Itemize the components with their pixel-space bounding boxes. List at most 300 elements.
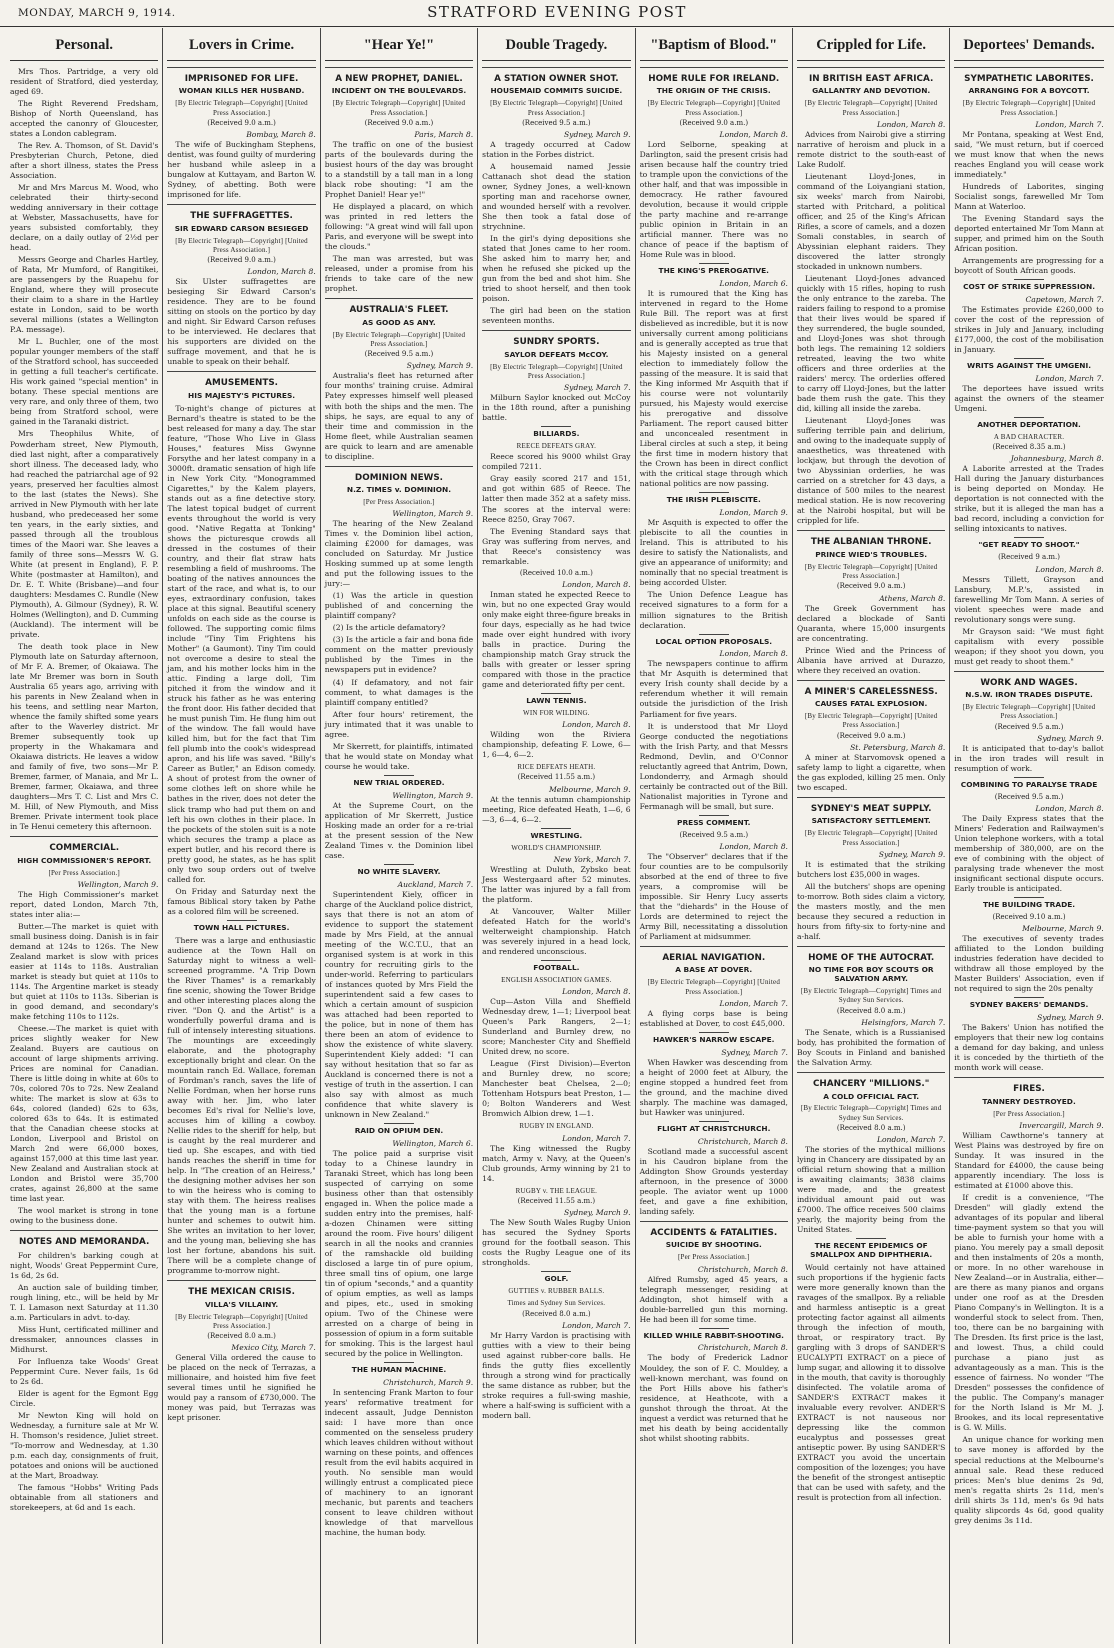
article [10, 67, 158, 832]
dateline: London, March 8. [562, 579, 631, 589]
section-divider [954, 1077, 1103, 1078]
section-divider [482, 330, 630, 331]
article-heading: A NEW PROPHET, DANIEL. [335, 73, 463, 84]
article-divider [699, 1032, 729, 1033]
received-time: (Received 9.0 a.m.) [836, 731, 906, 740]
article-body [482, 795, 630, 825]
article [482, 1122, 630, 1183]
article [325, 1123, 473, 1359]
paragraph: The death took place in New Plymouth late on Saturday afternoon, of Mr F. A. Bremer, of Okaiawa. The late Mr Bremer was born in South Australia 65 years ago, arriving with his parents in New Zealand when in his teens, and settling near Marton, whence the family shifted some years after to the Waverley district. Mr Bremer subsequently took up property in the Whakamara and Okaiawa districts. He leaves a widow and family of five, two sons—Mr P. Bremer, farmer, of Manaia, and Mr L. Bremer, farmer, Okaiawa, and three daughters—Mrs T. C. List and Mrs C. M. Hill, of New Plymouth, and Miss Bremer. Private interment took place in Te Henui cemetery this afternoon. [10, 641, 159, 832]
received-time: (Received 11.55 a.m.) [517, 773, 596, 782]
wire-credit: [Per Press Association.] [48, 868, 120, 877]
article-divider [699, 1121, 729, 1122]
wire-credit: Times and Sydney Sun Services. [507, 1299, 606, 1308]
article-body [797, 130, 945, 527]
article [482, 569, 630, 690]
dateline: Wellington, March 9. [392, 509, 474, 519]
paragraph: The newspapers continue to affirm that Mr Asquith is determined that every Irish county shall decide by a referendum whether it will remain outside the jurisdiction of the Irish Parliament for five years. [639, 659, 788, 719]
article-heading: A MINER'S CARELESSNESS. [804, 686, 938, 697]
article-body [482, 730, 630, 760]
article-body [954, 1131, 1103, 1526]
dateline: Mexico City, March 7. [231, 1343, 316, 1353]
paragraph: Mr and Mrs Marcus M. Wood, who celebrated their thirty-second wedding anniversary in their cottage at Webster, Massachusetts, have for years subsisted comfortably, they declare, on a daily outlay of 2½d per head. [10, 183, 159, 253]
article-subheading: SYDNEY BAKERS' DEMANDS. [969, 1000, 1089, 1010]
article-subheading: PRESS COMMENT. [677, 817, 751, 827]
article [167, 371, 315, 916]
paragraph: Reece scored his 9000 whilst Gray compiled 7211. [482, 452, 631, 472]
paragraph: Elder is agent for the Egmont Egg Circle. [10, 1389, 159, 1409]
section-divider [640, 1221, 788, 1222]
paragraph: For children's barking cough at night, Woods' Great Peppermint Cure, 1s 6d, 2s 6d. [10, 1250, 159, 1280]
article-heading: HOME OF THE AUTOCRAT. [808, 952, 935, 963]
paragraph: (1) Was the article in question published of and concerning the plaintiff company? [324, 591, 474, 621]
article-subheading: TANNERY DESTROYED. [982, 1096, 1076, 1106]
paragraph: Prince Wied and the Princess of Albania have arrived at Durazzo, where they received an ovation. [796, 645, 946, 675]
article-subheading: SAYLOR DEFEATS McCOY. [504, 349, 609, 359]
article-body [640, 518, 788, 630]
article-subheading: LOCAL OPTION PROPOSALS. [655, 636, 773, 646]
article-subheading: FLIGHT AT CHRISTCHURCH. [657, 1123, 771, 1133]
dateline: Paris, March 8. [414, 130, 474, 140]
wire-credit: [By Electric Telegraph—Copyright] [United Press Association.] [175, 236, 308, 254]
paragraph: Lord Selborne, speaking at Darlington, said the present crisis had arisen because half the country tried to trample upon the convictions of the other half, and that was impossible in democracy. He rather favoured devolution, because it would cripple the party machine and re-arrange public opinion in Britain in an artificial manner. There was no chance of peace if the baptism of Home Rule was in blood. [639, 140, 788, 260]
article-body [797, 1028, 945, 1068]
dateline: Bombay, March 8. [246, 130, 316, 140]
masthead [0, 0, 1114, 27]
article-caption: REECE DEFEATS GRAY. [516, 442, 597, 451]
article-body [482, 140, 630, 326]
dateline: London, March 8. [876, 119, 946, 129]
paragraph: Scotland made a successful ascent in his Caudron biplane from the Addington Show Grounds yesterday afternoon, in the presence of 3000 people. The aviator went up 1000 feet, and gave a fine exhibition, landing safely. [639, 1146, 788, 1216]
article-body [640, 1275, 788, 1325]
newspaper-title: STRATFORD EVENING POST [427, 3, 687, 21]
article-caption: WORLD'S CHAMPIONSHIP. [511, 843, 602, 852]
article-subheading: INCIDENT ON THE BOULEVARDS. [331, 86, 467, 96]
article-body [954, 384, 1103, 414]
article-divider [541, 426, 571, 427]
wire-credit: [By Electric Telegraph—Copyright] [United Press Association.] [175, 1312, 308, 1330]
article-subheading: WRITS AGAINST THE UMGENI. [967, 361, 1092, 371]
article [640, 492, 788, 630]
article-subheading: LAWN TENNIS. [526, 696, 587, 705]
article-body [954, 464, 1103, 534]
paragraph: Gray easily scored 217 and 151, and got within 685 of Reece. The latter then made 352 at a safety miss. The scores at the interval were: Reece 8250, Gray 7067. [482, 474, 631, 524]
article-divider [856, 1238, 886, 1239]
article [482, 763, 630, 825]
article-body [482, 590, 630, 690]
article [954, 67, 1103, 276]
article-heading: SYDNEY'S MEAT SUPPLY. [810, 803, 932, 814]
article-body [954, 1023, 1103, 1073]
article-heading: HOME RULE FOR IRELAND. [648, 73, 780, 84]
article-body [10, 1251, 158, 1513]
article [797, 530, 945, 675]
paragraph: An unique chance for working men to save money is afforded by the special reductions at the Melbourne's annual sale. Read these reduced prices: Men's blue denims 2s 9d, men's regatta shirts 2s 11d, men's drill shirts 3s 11d, men's 6s 9d hats quality slipcords 4s 6d, good quality grey denims 3s 11d. [954, 1435, 1104, 1525]
received-time: (Received 11.55 a.m.) [517, 1196, 596, 1205]
dateline: London, March 8. [1035, 804, 1104, 813]
dateline: Sydney, March 9. [563, 1208, 631, 1218]
article-divider [541, 1271, 571, 1272]
paragraph: Messrs Tillett, Grayson and Lansbury, M.P.'s, assisted in farewelling Mr Tom Mann. A series of violent speeches were made and revolutionary songs were sung. [954, 574, 1104, 624]
article-subheading: ANOTHER DEPORTATION. [977, 419, 1081, 429]
received-time: (Received 9.10 a.m.) [992, 913, 1066, 922]
dateline: Invercargill, March 9. [1019, 1120, 1104, 1130]
article-subheading: NO WHITE SLAVERY. [357, 866, 441, 876]
article [797, 67, 945, 527]
dateline: Christchurch, March 8. [697, 1264, 788, 1274]
article-body [482, 1218, 630, 1268]
received-time: (Received 9.5 a.m.) [522, 118, 591, 127]
paragraph: General Villa ordered the cause to be placed on the neck of Terrazas, a millionaire, and hoisted him five feet several times until he signified he would pay a ransom of £730,000. The money was paid, but Terrazas was kept prisoner. [167, 1353, 316, 1423]
paragraph: Australia's fleet has returned after four months' training cruise. Admiral Patey expresses himself well pleased with both the ships and the men. The ships, he says, are equal to any of their time and commission in the Home fleet, while Australian seamen are quick to learn and are amenable to discipline. [324, 371, 474, 461]
paragraph: Wrestling at Duluth, Zybsko beat Jess Westergaard after 52 minutes. The latter was injured by a fall from the platform. [482, 864, 631, 904]
article-body [640, 289, 788, 489]
article-divider [384, 864, 414, 865]
received-time: (Received 9.0 a.m.) [364, 118, 434, 127]
article [797, 946, 945, 1068]
dateline: Sydney, March 9. [1037, 733, 1104, 743]
article-body [640, 1147, 788, 1217]
paragraph: The Rev. A. Thomson, of St. David's Presbyterian Church, Petone, died after a short illness, states the Press Association. [10, 141, 159, 181]
received-time: (Received 8.0 a.m.) [836, 1006, 906, 1015]
wire-credit: [By Electric Telegraph—Copyright] [United Press Association.] [804, 712, 938, 730]
paragraph: The girl had been on the station seventeen months. [482, 306, 631, 326]
wire-credit: [By Electric Telegraph—Copyright] [United Press Association.] [332, 99, 466, 117]
article-body [954, 744, 1103, 774]
newspaper-columns [6, 28, 1108, 1644]
section-divider [167, 204, 315, 205]
article-body [797, 753, 945, 793]
paragraph: In the girl's dying depositions she stated that Jones came to her room. She asked him to marry her, and when he refused she picked up the gun from the bed and shot him. She tried to shoot herself, and then took poison. [482, 234, 631, 304]
paragraph: The Evening Standard says that Gray was suffering from nerves, and that Reece's consistency was remarkable. [482, 526, 631, 566]
article-body [325, 1388, 473, 1538]
paragraph: The deportees have issued writs against the owners of the steamer Umgeni. [954, 383, 1104, 413]
article-divider [384, 775, 414, 776]
paragraph: William Cawthorne's tannery at West Plains was destroyed by fire on Sunday. It was insured in the Standard for £4000, the cause being apparently incendiary. The loss is estimated at £1000 above this. [954, 1131, 1104, 1191]
article-body [640, 140, 788, 260]
article-subheading: WOMAN KILLS HER HUSBAND. [178, 86, 305, 96]
article-body [167, 277, 315, 367]
dateline: Christchurch, March 8. [697, 1136, 788, 1146]
paragraph: Mr Skerrett, for plaintiffs, intimated that he would state on Monday what course he would take. [324, 741, 474, 771]
paragraph: Lieutenant Lloyd-Jones was suffering terrible pain and delirium, and owing to the inadequate supply of anaesthetics, was threatened with lockjaw, but through the devotion of two Abyssinian orderlies, he was carried on a stretcher for 43 days, a distance of 500 miles to the nearest medical station. He is now recovering at the Nairobi hospital, but will be crippled for life. [796, 416, 946, 526]
article [482, 67, 630, 326]
dateline: Sydney, March 9. [1037, 1013, 1104, 1023]
paragraph: The traffic on one of the busiest parts of the boulevards during the busiest hours of the day was brought to a standstill by a tall man in a long black robe shouting: "I am the Prophet Daniel! Hear ye!" [324, 140, 474, 200]
article-subheading: A COLD OFFICIAL FACT. [823, 1091, 920, 1101]
article-caption: RUGBY IN ENGLAND. [519, 1122, 594, 1131]
article-body [797, 1145, 945, 1235]
wire-credit: [Per Press Association.] [993, 1109, 1065, 1118]
dateline: Sydney, March 9. [563, 130, 631, 140]
article [482, 426, 630, 566]
article-subheading: CAUSES FATAL EXPLOSION. [815, 699, 928, 709]
article-heading: WORK AND WAGES. [980, 677, 1078, 688]
received-time: (Received 9.5 a.m.) [679, 830, 749, 839]
article [10, 1230, 158, 1513]
paragraph: When Hawker was descending from a height of 2000 feet at Albury, the engine stopped a hundred feet from the ground, and the machine dived sharply. The machine was damaged, but Hawker was uninjured. [639, 1057, 788, 1117]
article-body [954, 305, 1103, 355]
received-time: (Received 8.0 a.m.) [207, 1331, 276, 1340]
article [325, 775, 473, 861]
article-divider [699, 1328, 729, 1329]
article [482, 330, 630, 423]
section-divider [10, 836, 158, 837]
dateline: Wellington, March 6. [392, 1138, 474, 1148]
article-body [640, 1353, 788, 1443]
paragraph: The High Commissioner's market report, dated London, March 7th, states inter alia:— [10, 889, 159, 919]
article-subheading: NO TIME FOR BOY SCOUTS OR SALVATION ARMY. [808, 965, 934, 984]
article-heading: CHANCERY "MILLIONS." [812, 1079, 930, 1090]
dateline: London, March 8. [719, 841, 788, 851]
article-divider [699, 492, 729, 493]
paragraph: Alfred Rumsby, aged 45 years, a telegraph messenger, residing at Addington, shot himself with a double-barrelled gun this morning. He had been ill for some time. [639, 1274, 788, 1324]
paragraph: The Daily Express states that the Miners' Federation and Railwaymen's Union telephone workers, with a total membership of 380,000, are on the eve of combining with the object of paralysing trade whenever the most insignificant sectional dispute occurs. Early trouble is anticipated. [954, 814, 1104, 894]
paragraph: Cheese.—The market is quiet with prices slightly weaker for New Zealand. Buyers are cautious on account of large shipments arriving. Prices are nominal for Canadian. There is little doing in white at 60s to 70s, colored 70s to 72s. New Zealand white: The market is slow at 63s to 64s, colored (landed) 62s to 63s, colored 63s to 64s. It is estimated that the Canadian cheese stocks at London, Liverpool and Bristol on March 2nd were 66,000 boxes, against 157,000 at this time last year. New Zealand and Australian stock at London and Bristol were 35,700 crates, against 26,800 at the same time last year. [10, 1023, 159, 1204]
paragraph: It is anticipated that to-day's ballot in the iron trades will result in resumption of work. [954, 743, 1104, 773]
paragraph: Mrs Theophilus White, of Powderham street, New Plymouth, died last night, after a comparatively short illness. The deceased lady, who had reached the patriarchal age of 92 years, preserved her faculties almost to the last (states the News). She arrived in New Plymouth with her late husband, who predeceased her some ten years, in the early sixties, and passed through all the troublous times of the Maori war. She leaves a family of three sons—Messrs W. G. White (at present in England), F. P. White (postmaster at Hamilton), and Dr. E. T. White (Brisbane)—and four daughters: Mesdames C. Rundle (New Plymouth), A. Gilmour (Sydney), R. W. Holmes (Wellington), and D. Cumming (Auckland). The interment will be private. [10, 429, 159, 639]
article-body [167, 140, 315, 200]
article-heading: AMUSEMENTS. [205, 378, 279, 389]
article-body [954, 130, 1103, 276]
article [640, 946, 788, 1029]
paragraph: Mr Pontana, speaking at West End, said, "We must return, but if coerced we must know that when the news reaches England you will cease work immediately." [954, 129, 1104, 179]
article [482, 693, 630, 760]
article-body [482, 997, 630, 1119]
wire-credit: [By Electric Telegraph—Copyright] [United Press Association.] [804, 99, 938, 117]
paragraph: A tragedy occurred at Cadow station in the Forbes district. [482, 140, 631, 160]
paragraph: The Right Reverend Fredsham, Bishop of North Queensland, has accepted the canonry of Gloucester, states a London cablegram. [10, 98, 159, 139]
paragraph: On Friday and Saturday next the famous Biblical story taken by Pathe as a colored film will be screened. [167, 886, 316, 916]
dateline: New York, March 7. [553, 854, 631, 864]
received-time: (Received 9.0 a.m.) [207, 256, 276, 265]
article-subheading: PRINCE WIED'S TROUBLES. [815, 550, 928, 559]
article-heading: SYMPATHETIC LABORITES. [964, 73, 1094, 84]
article [167, 1280, 315, 1423]
article-body [640, 659, 788, 811]
paragraph: The King witnessed the Rugby match, Army v. Navy, at the Queen's Club grounds, Army winning by 21 to 14. [482, 1143, 631, 1183]
paragraph: Advices from Nairobi give a stirring narrative of heroism and pluck in a remote district to the south-east of Lake Rudolf. [796, 129, 946, 169]
article [954, 358, 1103, 414]
article-divider [1014, 897, 1044, 898]
article-body [325, 371, 473, 461]
article-body [482, 393, 630, 423]
article-divider [699, 263, 729, 264]
section-divider [325, 298, 473, 299]
paragraph: The man was arrested, but was released, under a promise from his friends to take care of the new prophet. [324, 254, 474, 294]
paragraph: The police paid a surprise visit today to a Chinese laundry in Taranaki Street, which has long been suspected of carrying on some business other than that ostensibly engaged in. When the police made a sudden entry into the premises, half-a-dozen Chinamen were sitting around the room. Five hours' diligent search in all the nooks and crannies of the ramshackle old building disclosed a large tin of pure opium, three small tins of opium, one large tin of opium "seconds," and a quantity of opium empties, as well as lamps and pipes, etc., used in smoking opium. Two of the Chinese were arrested on a charge of being in possession of opium in a form suitable for smoking. This is the largest haul secured by the police in Wellington. [324, 1148, 474, 1359]
paragraph: To-night's change of pictures at Bernard's theatre is stated to be the best released for many a day. The star feature, "Those Who Live in Glass Houses," features Miss Gwynne Forsythe and her latest company in a 3000ft. dramatic sensation of high life in New York City. "Monogrammed Cigarettes," by the Kalem players, stands out as a fine detective story. The latest topical budget of current events throughout the world is very good. "Native Regatta at Tonking" shows the picturesque crowds all dressed in the costumes of their country, and their flat straw hats resembling a field of mushrooms. The boating of the natives announces the start of the race, and what is, to our eyes, extraordinary confusion, takes place at this signal. Beautiful scenery unfolds on each side as the course is followed. The supporting comic films include "Tiny Tim Frightens his Mother" (a Gaumont). Tiny Tim could not overcome a desire to steal the jam, and his mother locks him in the attic. Finding a large doll, Tim pitched it from the window and it struck his father as he was entering the front door. His father decided that he must punish Tim. He flung him out of the window. The fall would have killed him, but for the fact that Tim fell plumb into the cook's widespread apron, and his life was saved. "Billy's Career as Butler," an Edison comedy. A shout of protest from the owner of some clothes left on shore while he bathes in the river, does not deter the slick tramp who had put them on and left his own clothes in their place. In the pockets of the stolen suit is a note which secures the tramp a place as expert butler, and his record there is pretty good, he states, as he has split only two soup orders out of twelve called for. [167, 403, 316, 884]
article-subheading: HIGH COMMISSIONER'S REPORT. [17, 855, 152, 865]
paragraph: It is rumoured that the King has intervened in regard to the Home Rule Bill. The report was at first disbelieved as incredible, but it is now universally current among politicians and is generally accepted as true that his Majesty insisted on a general election to immediately follow the passing of the measure. It is said that the King informed Mr Asquith that if his course were not voluntarily pursued, his Majesty would exercise his prerogative and dissolve Parliament. The report caused bitter and unconcealed resentment in Liberal circles at such a step, it being the first time in modern history that the Crown has been in direct conflict with the critical stage through which national politics are now passing. [639, 289, 788, 489]
article [482, 1187, 630, 1269]
article-body [797, 1263, 945, 1503]
article-divider [384, 1362, 414, 1363]
paragraph: Mrs Thos. Partridge, a very old resident of Stratford, died yesterday, aged 69. [10, 66, 159, 96]
article [954, 279, 1103, 355]
article-subheading: SATISFACTORY SETTLEMENT. [811, 816, 931, 826]
article-body [954, 934, 1103, 994]
article-body [10, 890, 158, 1227]
article-body [954, 814, 1103, 894]
paragraph: It is understood that Mr Lloyd George conducted the negotiations with the Irish Party, and that Messrs Redmond, Devlin, and O'Connor reluctantly agreed that Antrim, Down, Londonderry, and Armagh should certainly be contracted out of the Bill. Nationalist majorities in Tyrone and Fermanagh will be small, but sure. [639, 721, 788, 811]
article-divider [1014, 417, 1044, 418]
paragraph: Wilding won the Riviera championship, defeating F. Lowe, 6—1, 6—4, 6—2. [482, 730, 631, 760]
article [167, 204, 315, 367]
article-body [325, 519, 473, 771]
wire-credit: [By Electric Telegraph—Copyright] [United Press Association.] [962, 703, 1096, 721]
wire-credit: [Per Press Association.] [363, 498, 435, 507]
paragraph: The wife of Buckingham Stephens, dentist, was found guilty of murdering her husband while asleep in a bungalow at Kuttayam, and Barton W. Sydney, of abetting. Both were imprisoned for life. [167, 140, 316, 200]
article-heading: SUNDRY SPORTS. [513, 337, 600, 348]
article-body [325, 140, 473, 294]
dateline: Wellington, March 9. [392, 790, 474, 800]
article-body [167, 1353, 315, 1423]
paragraph: Mr Harry Vardon is practising with gutties with a view to their being used against rubber-core balls. He finds the gutty flies excellently through a strong wind for practically the same distance as rubber, but the stroke requires a full-swing mashie, where a half-swing is sufficient with a modern ball. [482, 1330, 631, 1420]
received-time: (Received 9.5 a.m.) [994, 722, 1064, 731]
wire-credit: [By Electric Telegraph—Copyright] Times and Sydney Sun Services. [800, 1104, 942, 1122]
paragraph: Lieutenant Lloyd-Jones advanced quickly with 15 rifles, hoping to rush the only entrance to the zareba. The raiders failing to respond to a promise that their lives would be spared if they surrendered, the bugle sounded, and Lloyd-Jones was shot through both legs. The remaining 12 soldiers retreated, leaving the two white officers and three orderlies at the raiders' mercy. The orderlies offered to carry off Lloyd-Jones, but the latter bade them rush the gate. This they did, killing all inside the zareba. [796, 274, 946, 414]
article-body [482, 1144, 630, 1184]
article-divider [699, 634, 729, 635]
paragraph: Six Ulster suffragettes are besieging Sir Edward Carson's residence. They are to be found sitting on stools on the portico by day and night. Sir Edward Carson refuses to be interviewed. He declares that his supporters are divided on the suffrage movement, and that he is unable to speak on their behalf. [167, 277, 316, 367]
article-subheading: THE ORIGIN OF THE CRISIS. [656, 86, 771, 96]
received-time: (Received 9.0 a.m.) [207, 118, 276, 127]
dateline: London, March 6. [719, 279, 788, 289]
article [482, 828, 630, 957]
dateline: London, March 7. [562, 1320, 631, 1330]
dateline: Sydney, March 7. [721, 1047, 788, 1057]
section-divider [954, 67, 1103, 68]
dateline: London, March 8. [719, 130, 788, 140]
paragraph: All the butchers' shops are opening to-morrow. Both sides claim a victory, the masters mostly, and the men because they secured a reduction in hours from fifty-six to forty-nine and a-half. [796, 881, 946, 941]
section-divider [797, 680, 945, 681]
article-body [167, 404, 315, 917]
column-4 [478, 28, 635, 1644]
paragraph: Mr Newton King will hold on Wednesday, a furniture sale at Mr W. H. Thomson's residence, Juliet street. "To-morrow and Wednesday, at 1.30 p.m. each day, consignments of fruit, potatoes and onions will be auctioned at the Mart, Broadway. [10, 1411, 159, 1481]
article-body [325, 1149, 473, 1359]
paragraph: The executives of seventy trades affiliated to the London building industries federation have decided to withdraw all those employed by the Master Builders' Association, even if not required to sign the 20s penalty [954, 934, 1104, 994]
dateline: Sydney, March 9. [406, 361, 474, 371]
paragraph: (2) Is the article defamatory? [332, 623, 446, 633]
paragraph: The famous "Hobbs" Writing Pads obtainable from all stationers and storekeepers, at 6d and 1s each. [10, 1483, 159, 1513]
article-caption: ENGLISH ASSOCIATION GAMES. [501, 975, 612, 984]
dateline: London, March 7. [1035, 119, 1104, 129]
article-subheading: "GET READY TO SHOOT." [978, 540, 1080, 550]
paragraph: There was a large and enthusiastic audience at the Town Hall on Saturday night to witness a well-screened programme. "A Trip Down the River Thames" is a remarkably fine scenic, showing the Tower Bridge and other interesting places along the river. "Don Q. and the Artist" is a wonderfully powerful drama and is full of intensely interesting situations. The mountings are exceedingly elaborate, and the photography exceptionally bright and clear. On the mountain ranch Ed. Wallace, foreman of Fordman's ranch, saves the life of Nellie Fordman, when her horse runs away with her. Jim, who later becomes Ed's rival for Nellie's love, accuses him of killing a cowboy. Nellie rides to the sheriff for help, but is caught by the real murderer and tied up. She escapes, and with tied hands reaches the sheriff in time for help. In "The creation of an Heiress," the designing mother advises her son to win the heiress who is coming to stay with them. The heiress realises that the young man is a fortune hunter and schemes to outwit him. She writes an invitation to her lover, and the young man, believing she has lost her fortune, abandons his suit. There will be a complete change of programme to-morrow night. [167, 935, 316, 1276]
dateline: London, March 8. [562, 987, 631, 997]
paragraph: The New South Wales Rugby Union has secured the Sydney Sports ground for the football season. This costs the Rugby League one of its strongholds. [482, 1218, 631, 1268]
paragraph: Inman stated he expected Reece to win, but no one expected Gray would only make eight three-figure breaks in four days, especially as he had twice made over eight hundred with ivory balls in practice. During the championship match Gray struck the balls with greater or lesser spring compared with those in the practice game and deteriorated fifty per cent. [482, 589, 631, 689]
paragraph: For Influenza take Woods' Great Peppermint Cure. Never fails, 1s 6d to 2s 6d. [10, 1357, 159, 1387]
article [482, 960, 630, 1119]
article-divider [1014, 997, 1044, 998]
article-subheading: THE HUMAN MACHINE. [351, 1365, 447, 1375]
wire-credit: [Per Press Association.] [678, 1253, 750, 1262]
article-body [10, 67, 158, 832]
paragraph: Miss Hunt, certificated milliner and dressmaker, announces classes in Midhurst. [10, 1324, 159, 1354]
article-caption: RUGBY v. THE LEAGUE. [515, 1186, 598, 1195]
article [954, 997, 1103, 1073]
column-headline: Crippled for Life. [797, 28, 945, 61]
article-divider [1014, 279, 1044, 280]
paragraph: An auction sale of building timber, rough lining, etc., will be held by Mr T. I. Lamason next Saturday at 11.30 a.m. Particulars in advt. to-day. [10, 1282, 159, 1322]
article-heading: COMMERCIAL. [49, 843, 120, 854]
article-subheading: RAID ON OPIUM DEN. [354, 1125, 444, 1135]
article-body [482, 1331, 630, 1421]
article-heading: THE ALBANIAN THRONE. [810, 537, 932, 548]
dateline: Sydney, March 9. [878, 849, 946, 859]
paragraph: A housemaid named Jessie Cattanach shot dead the station owner, Sydney Jones, a well-known sporting man and racehorse owner, and wounded herself with a revolver. She then took a fatal dose of strychnine. [482, 162, 631, 232]
dateline: Capetown, March 7. [1025, 294, 1104, 304]
article-body [167, 936, 315, 1277]
paragraph: The Union Defence League has received signatures to a form for a million signatures to the British declaration. [639, 590, 788, 630]
paragraph: At the Supreme Court, on the application of Mr Skerrett, Justice Hosking made an order for a re-trial at the present session of the New Zealand Times v. the Dominion libel case. [324, 800, 474, 860]
article-divider [227, 920, 257, 921]
article-caption: GUTTIES v. RUBBER BALLS. [508, 1287, 605, 1296]
section-divider [797, 797, 945, 798]
article [954, 777, 1103, 894]
article-body [482, 865, 630, 957]
received-time: (Received 9.0 a.m.) [679, 118, 749, 127]
article-subheading: FOOTBALL. [533, 962, 580, 972]
article-body [482, 452, 630, 566]
article [325, 466, 473, 772]
paragraph: Cup—Aston Villa and Sheffield Wednesday drew, 1—1; Liverpool beat Queen's Park Rangers, 2—1; Sunderland and Burnley drew, no score; Manchester City and Sheffield United drew, no score. [482, 997, 631, 1057]
article-body [797, 860, 945, 942]
paragraph: The Bakers' Union has notified the employers that their new log contains a demand for day baking, and unless it is conceded by the thirtieth of the month work will cease. [954, 1023, 1104, 1073]
paragraph: Mr Asquith is expected to offer the plebiscite to all the counties in Ireland. This is attributed to his desire to satisfy the Nationalists, and give an appearance of uniformity; and nominally that no special treatment is being accorded Ulster. [639, 518, 788, 588]
section-divider [797, 530, 945, 531]
article-subheading: N.Z. TIMES v. DOMINION. [346, 485, 452, 495]
article-divider [1014, 358, 1044, 359]
dateline: Melbourne, March 9. [548, 784, 631, 794]
article-heading: NOTES AND MEMORANDA. [19, 1237, 150, 1248]
article-divider [541, 828, 571, 829]
article-subheading: TOWN HALL PICTURES. [193, 922, 290, 932]
article-heading: ACCIDENTS & FATALITIES. [650, 1227, 778, 1238]
section-divider [167, 1280, 315, 1281]
dateline: London, March 7. [876, 1135, 946, 1145]
paragraph: A flying corps base is being established at Dover, to cost £45,000. [639, 1008, 788, 1028]
article-subheading: AS GOOD AS ANY. [362, 317, 436, 327]
column-headline: Double Tragedy. [482, 28, 630, 61]
dateline: London, March 9. [719, 508, 788, 518]
column-3 [321, 28, 478, 1644]
article-subheading: N.S.W. IRON TRADES DISPUTE. [965, 690, 1093, 700]
paragraph: A Laborite arrested at the Trades Hall during the January disturbances is being deported on Monday. He deportation is not connected with the strike, but it is alleged the man has a bad record, including a conviction for selling intoxicants to natives. [954, 464, 1104, 534]
dateline: Auckland, March 7. [397, 879, 474, 889]
paragraph: Superintendent Kiely, officer in charge of the Auckland police district, says that there is not an atom of evidence to support the statement made by Mrs Field, at the annual meeting of the W.C.T.U., that an organised system is at work in this country for recruiting girls to the under-world. Referring to particulars of instances quoted by Mrs Field the superintendent said a few cases to which a certain amount of suspicion was attached had been reported to the police, but in none of them has there been an atom of evidence to show the existence of white slavery. Superintendent Kiely added: "I can say without hesitation that so far as Auckland is concerned there is not a vestige of truth in the assertion. I can also say with almost as much confidence that white slavery is unknown in New Zealand." [324, 889, 474, 1119]
paragraph: Milburn Saylor knocked out McCoy in the 18th round, after a punishing battle. [482, 393, 631, 423]
paragraph: The Estimates provide £260,000 to cover the cost of the repression of strikes in July and January, including £177,000, the cost of the mobilisation in January. [954, 304, 1104, 355]
article [797, 680, 945, 793]
wire-credit: [By Electric Telegraph—Copyright] [United Press Association.] [332, 330, 466, 348]
section-divider [954, 671, 1103, 672]
section-divider [640, 67, 788, 68]
section-divider [167, 371, 315, 372]
article-heading: IN BRITISH EAST AFRICA. [808, 73, 934, 84]
paragraph: The wool market is strong in tone owing to the business done. [10, 1206, 159, 1226]
article-subheading: THE IRISH PLEBISCITE. [666, 495, 761, 505]
paragraph: It is estimated that the striking butchers lost £35,000 in wages. [796, 859, 946, 879]
wire-credit: [By Electric Telegraph—Copyright] Times and Sydney Sun Services. [800, 987, 942, 1005]
section-divider [10, 1230, 158, 1231]
article-heading: A STATION OWNER SHOT. [494, 73, 619, 84]
wire-credit: [By Electric Telegraph—Copyright] [United Press Association.] [962, 99, 1096, 117]
article-divider [1014, 777, 1044, 778]
article-subheading: HOUSEMAID COMMITS SUICIDE. [490, 86, 623, 96]
